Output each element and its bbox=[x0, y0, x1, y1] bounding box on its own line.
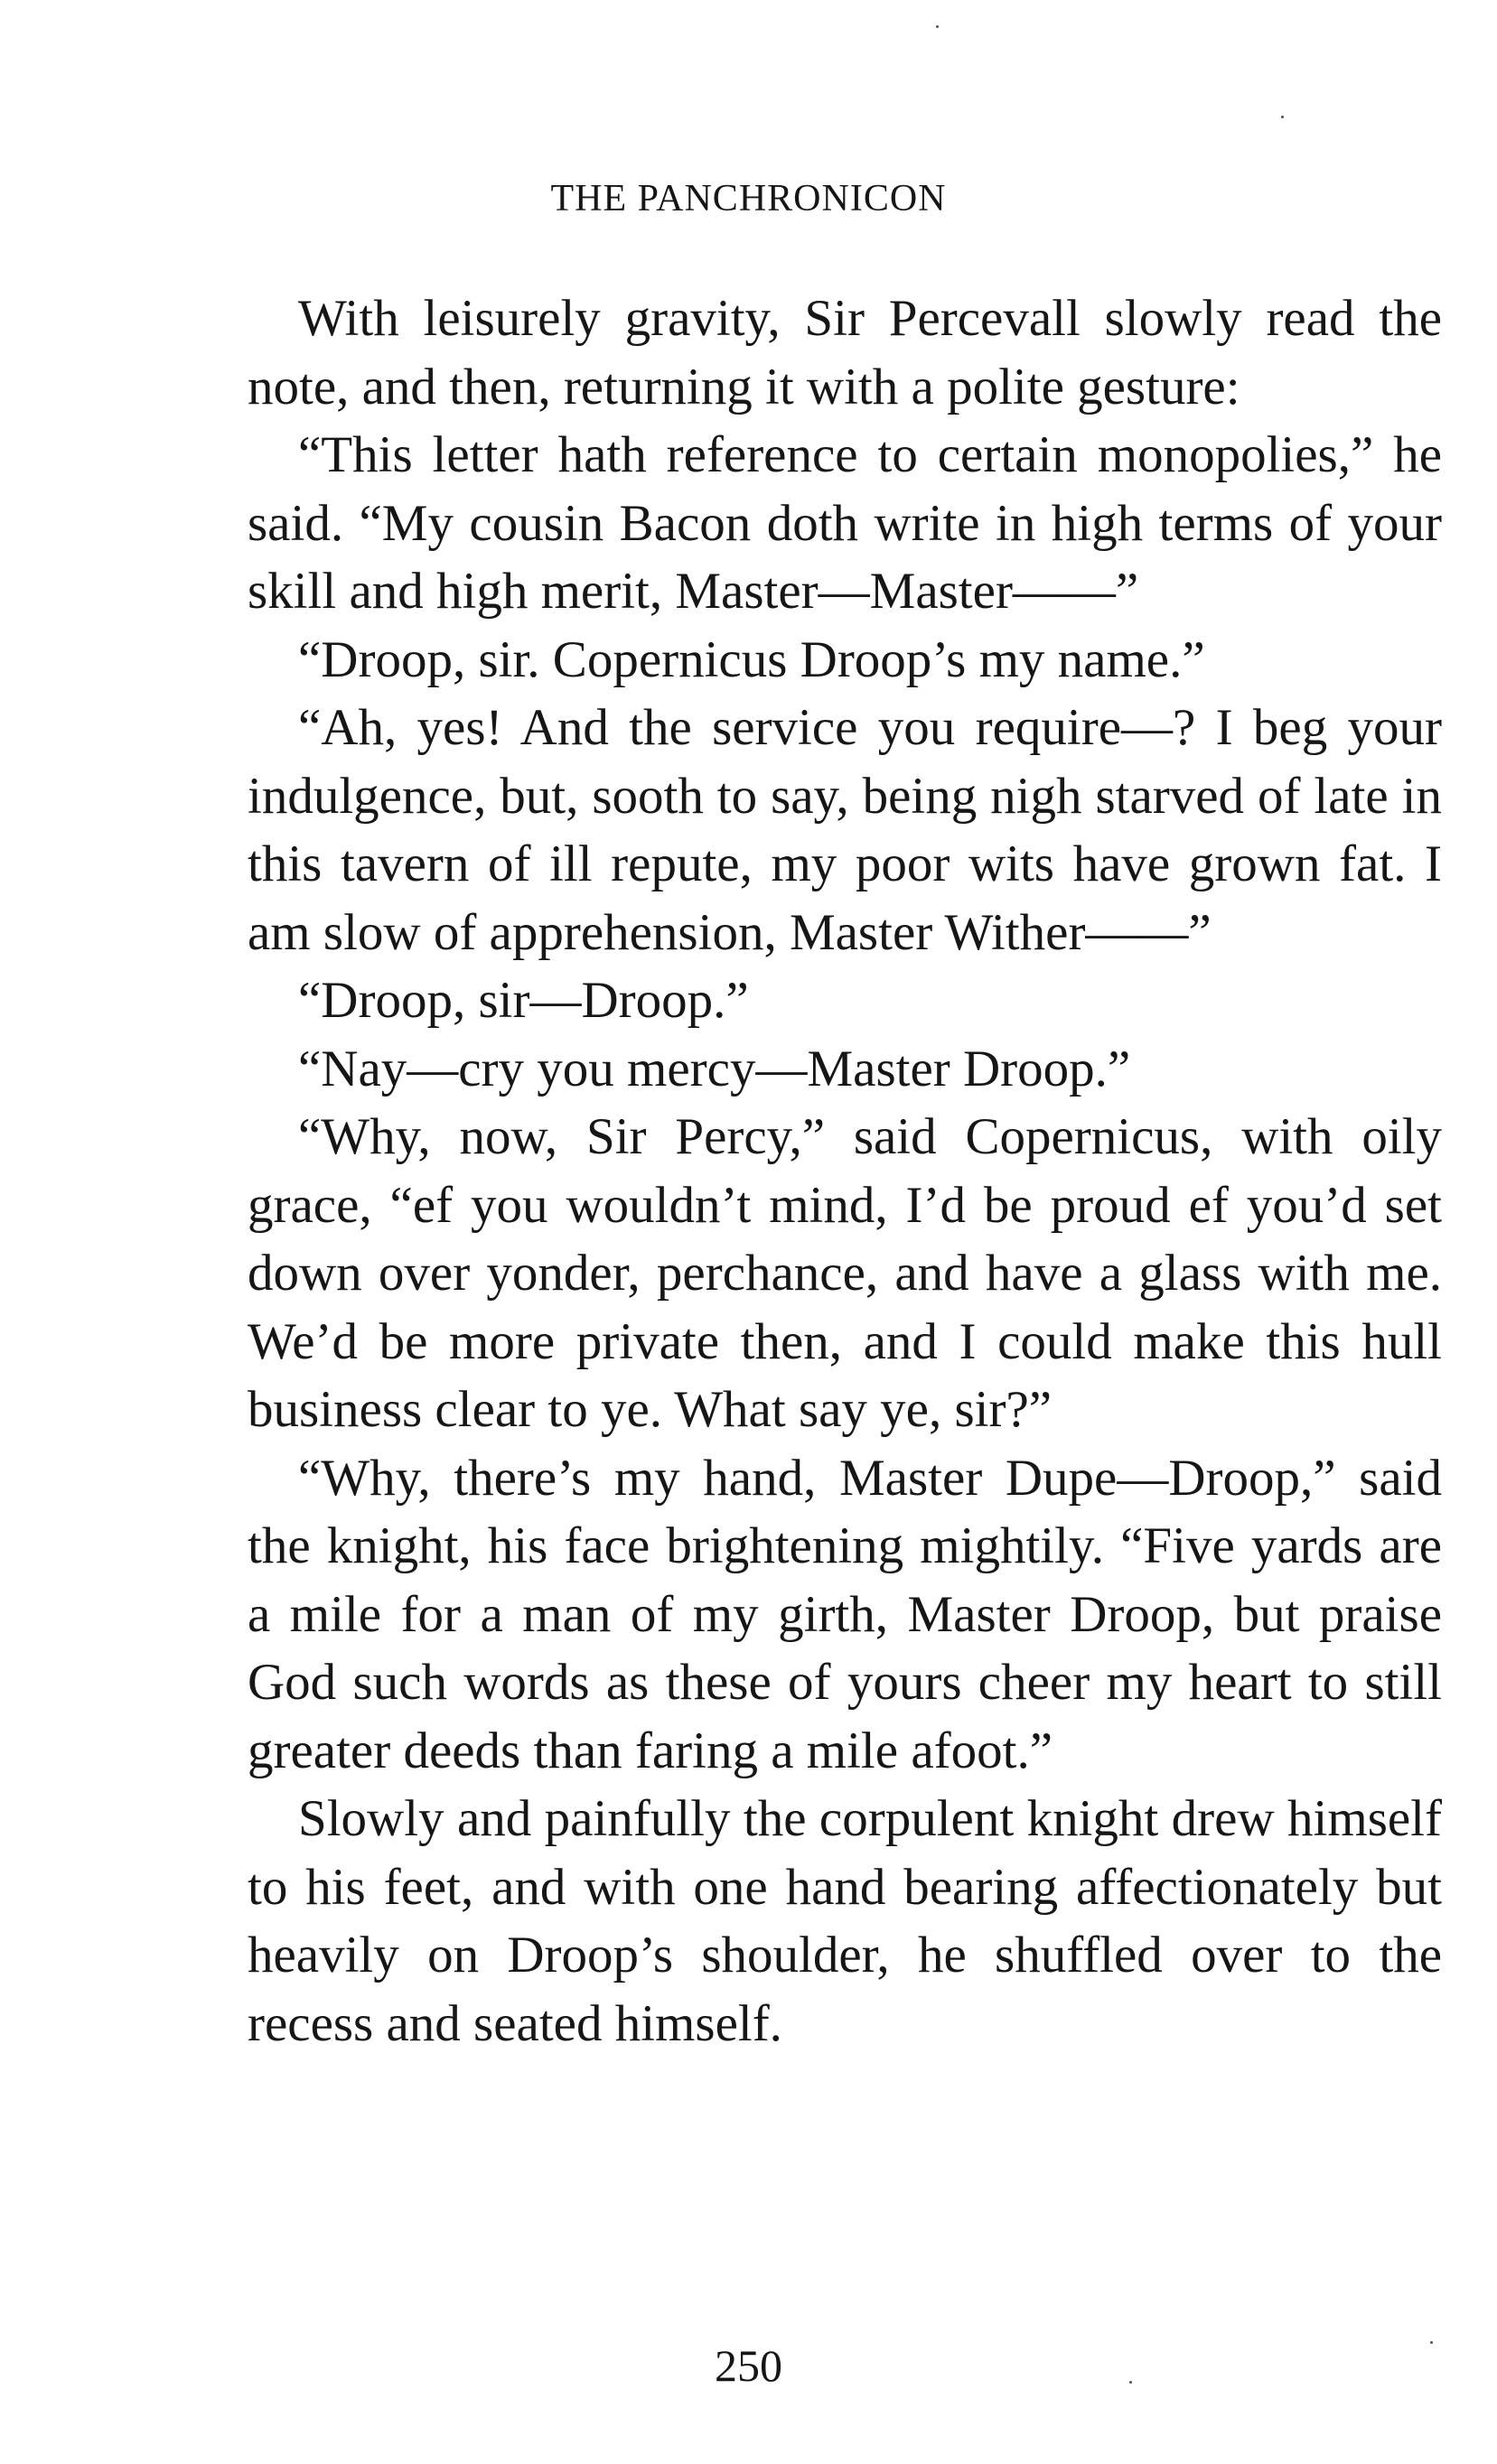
scan-speck bbox=[1430, 2341, 1433, 2344]
paragraph: “This letter hath reference to certain monopolies,” he said. “My cousin Bacon doth write in high terms of your skill and high merit, Master—Master——” bbox=[248, 426, 1442, 620]
paragraph: “Droop, sir—Droop.” bbox=[298, 972, 749, 1029]
page-number: 250 bbox=[715, 2340, 782, 2391]
paragraph: “Why, now, Sir Percy,” said Copernicus, with oily grace, “ef you wouldn’t mind, I’d be proud ef you’d set down over yonder, perchance, and have a glass with me. We’d be more private then, and I could make this hull business clear to ye. What say ye, sir?” bbox=[248, 1108, 1442, 1438]
paragraph: Slowly and painfully the corpulent knight drew himself to his feet, and with one hand bearing affectionately but heavily on Droop’s shoulder, he shuffled over to the recess and seated himself. bbox=[248, 1790, 1442, 2052]
scan-speck bbox=[1281, 116, 1284, 118]
body-text bbox=[248, 285, 1442, 2058]
scan-speck bbox=[936, 25, 939, 28]
scan-speck bbox=[1129, 2381, 1132, 2384]
paragraph: “Droop, sir. Copernicus Droop’s my name.” bbox=[298, 630, 1205, 688]
paragraph: “Nay—cry you mercy—Master Droop.” bbox=[298, 1040, 1131, 1097]
paragraph: With leisurely gravity, Sir Percevall slowly read the note, and then, returning it with a polite gesture: bbox=[248, 290, 1442, 415]
paragraph: “Why, there’s my hand, Master Dupe—Droop,” said the knight, his face brightening mightily. “Five yards are a mile for a man of my girth, Master Droop, but praise God such words as these of yours cheer my heart to still greater deeds than faring a mile afoot.” bbox=[248, 1449, 1442, 1779]
running-head: THE PANCHRONICON bbox=[550, 178, 947, 219]
paragraph: “Ah, yes! And the service you require—? I beg your indulgence, but, sooth to say, being nigh starved of late in this tavern of ill repute, my poor wits have grown fat. I am slow of apprehension, Master Wither——” bbox=[248, 699, 1442, 961]
